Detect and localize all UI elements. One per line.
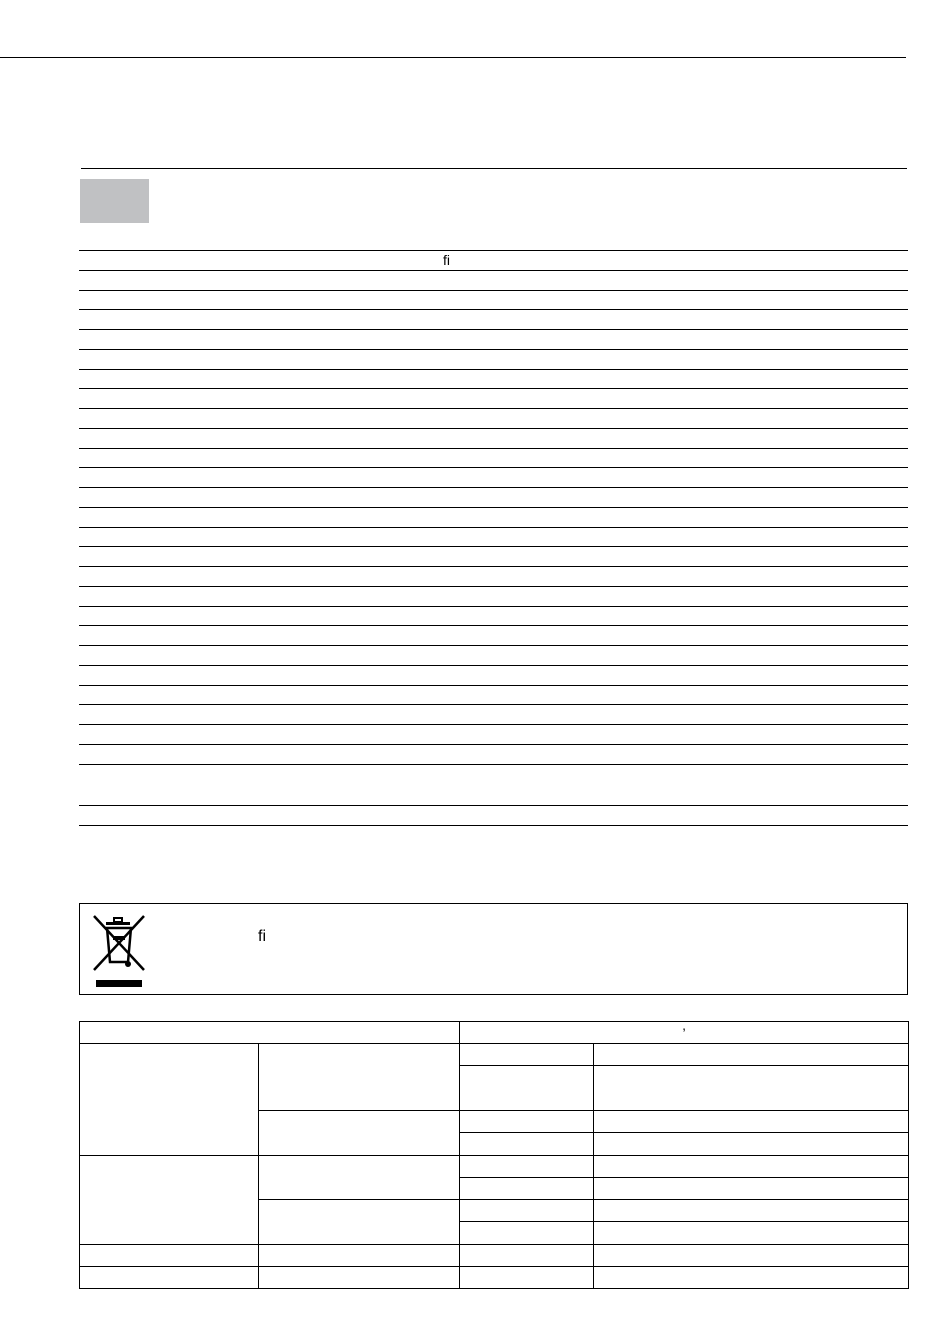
- table-cell: [460, 1200, 594, 1222]
- spec-list: [79, 250, 908, 826]
- spec-row: [79, 349, 908, 369]
- table-cell: [594, 1111, 909, 1133]
- spec-row: [79, 290, 908, 310]
- weee-text: fi: [258, 928, 266, 945]
- spec-row: [79, 329, 908, 349]
- table-cell: [594, 1245, 909, 1267]
- table-cell: [460, 1245, 594, 1267]
- spec-row: [79, 645, 908, 665]
- table-cell: [594, 1066, 909, 1111]
- table-header-right: ’: [460, 1022, 909, 1044]
- table-cell: [80, 1267, 259, 1289]
- spec-row: [79, 507, 908, 527]
- spec-row: [79, 724, 908, 744]
- spec-row: [79, 448, 908, 468]
- spec-row: [79, 428, 908, 448]
- table-row: [80, 1156, 909, 1178]
- table-cell: [259, 1156, 460, 1200]
- crossed-out-wheelie-bin-icon: [92, 914, 146, 990]
- table-row: [80, 1044, 909, 1066]
- header-rule: [0, 57, 906, 58]
- spec-row: [79, 467, 908, 487]
- table-cell: [80, 1245, 259, 1267]
- table-cell: [259, 1245, 460, 1267]
- spec-row: [79, 606, 908, 626]
- section-badge: [80, 179, 149, 223]
- spec-row: [79, 665, 908, 685]
- spec-row: [79, 805, 908, 826]
- table-header-left: [80, 1022, 460, 1044]
- spec-row: [79, 369, 908, 389]
- spec-row: [79, 250, 908, 270]
- spec-row: [79, 408, 908, 428]
- table-cell: [460, 1267, 594, 1289]
- table-cell: [259, 1111, 460, 1156]
- spec-row: [79, 487, 908, 507]
- table-header-row: [80, 1022, 909, 1044]
- spec-row: [79, 270, 908, 290]
- table-cell: [594, 1044, 909, 1066]
- table-cell: [259, 1267, 460, 1289]
- table-cell: [594, 1156, 909, 1178]
- weee-notice: [79, 903, 908, 995]
- table-cell: [460, 1133, 594, 1156]
- spec-row: [79, 309, 908, 329]
- table-cell: [594, 1178, 909, 1200]
- table-cell: [460, 1156, 594, 1178]
- spec-row: [79, 527, 908, 547]
- table-cell: [594, 1222, 909, 1245]
- spec-row: [79, 744, 908, 764]
- table-cell: [594, 1133, 909, 1156]
- table-cell: [259, 1200, 460, 1245]
- spec-row: [79, 546, 908, 566]
- table-cell: [460, 1111, 594, 1133]
- spec-row: [79, 625, 908, 645]
- section-rule: [81, 168, 907, 169]
- table-row: [80, 1245, 909, 1267]
- table-cell: [80, 1044, 259, 1156]
- table-cell: [460, 1066, 594, 1111]
- table-cell: [80, 1156, 259, 1245]
- spec-row: [79, 586, 908, 606]
- table-cell: [460, 1222, 594, 1245]
- spec-row: [79, 685, 908, 705]
- table-cell: [259, 1044, 460, 1111]
- table-cell: [594, 1267, 909, 1289]
- table-cell: [460, 1044, 594, 1066]
- spec-row: [79, 388, 908, 408]
- spec-row: [79, 704, 908, 724]
- technical-data-table: [79, 1021, 909, 1289]
- spec-row: [79, 764, 908, 805]
- table-cell: [460, 1178, 594, 1200]
- spec-row-text: fi: [443, 252, 450, 268]
- spec-row: [79, 566, 908, 586]
- table-row: [80, 1267, 909, 1289]
- table-cell: [594, 1200, 909, 1222]
